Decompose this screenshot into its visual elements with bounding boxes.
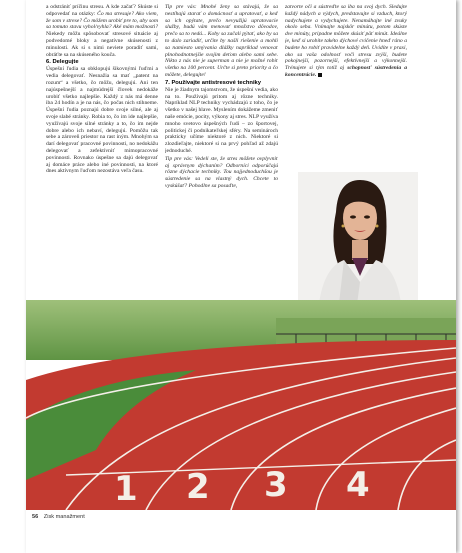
lane-number: 2 [186,467,210,507]
article-column-2 [165,4,278,204]
lane-number: 3 [264,465,288,505]
article-column-3 [285,4,407,169]
article-column-1 [46,4,158,319]
paragraph-italic: Čo ma stresuje? Ako viem, že som v strese? Čo môžem urobiť pre to, aby som sa tomuto stavu vyhol/vyhla? Aké mám možnosti? [46,10,158,31]
author-portrait-photo [298,172,418,312]
paragraph-text: zatvorte oči a sústreďte sa iba na svoj dych. Sledujte každý nádych a výdych, predstavujte si vzduch, ktorý nadychujete a vydychujete. Nenamáhajte iné zvuky okolo seba. Vnímajte najskôr minútu, potom skúste dve minúty, pripadne môžete skúsiť päť minút. Ideálne je, keď si urobíte takéto dýchové cvičenie hneď ráno a budete ho robiť pravidelne každý deň. Uvidíte v praxi, ako sa vaša odolnosť voči stresu zvýši, budete pokojnejší, pozornejší, efektívnejší a výkonnejší. Trénujete si tým totiž aj [285,4,407,72]
running-track-photo [26,300,456,510]
lane-number: 4 [346,465,370,505]
magazine-name: Zisk manažment [43,514,85,520]
section-heading-7: 7. Používajte antistresové techniky [165,79,262,86]
paragraph-text: a odstrániť príčinu stresu. A kde začať? Skúste si odpovedať na otázky: [46,4,158,17]
track-illustration [26,300,456,510]
paragraph [285,4,407,79]
page-number: 56 [32,514,39,520]
lane-number: 1 [114,469,138,509]
page-footer [32,514,85,520]
paragraph-bold: schopnosť sústredenia a koncentrácie. [285,65,407,78]
paragraph: Úspešní ľudia sa obklopujú šikovnými ľuďmi a vedia delegovať. Nesnažia sa mať „patent na rozum“ a všetko, čo môžu, delegujú. Ani ten najúspešnejší a najmúdrejší človek nedokáže urobiť všetko najlepšie. Každý z nás má denne iba 24 hodín a je na nás, čo počas nich stihneme. Úspešní ľudia poznajú dobre svoje silné, ale aj svoje slabé stránky. Robia to, čo im ide najlepšie, využívajú svoje silné stránky a to, čo im nejde dobre alebo ich nebaví, delegujú. Pomôžu tak sebe a zároveň priestor na rast iným. Mnohým sa darí delegovať pracovné povinnosti, no nedokážu delegovať a zefektívniť mimopracovné povinnosti. Rovnako úspešne sa dajú delegovať aj domáce práce alebo iné povinnosti, na ktoré dnes aktívnym ľuďom nezostáva veľa času. [46,66,158,175]
tip-paragraph: Tip pre vás: Vedeli ste, že stres môžete ovplyvniť aj správnym dýchaním? Odborníci odporúčajú rôzne dýchacie techniky. Tou najjednoduchšou je sústredenie sa na vlastný dych. Chcete to vyskúšať? Pohodlne sa posaďte, [165,155,278,189]
paragraph: Nie je žiadnym tajomstvom, že úspešní vedia, ako na to. Používajú pritom aj rôzne techniky. Napríklad NLP techniky vychádzajú z toho, čo je všetko v našej hlave. Myslením dokážeme zmeniť naše emócie, pocity, výkony aj stres. NLP využíva mnoho svetovo úspešných ľudí – zo športovej, politickej či podnikateľskej sféry. Na seminároch prakticky učíme niektoré z nich. Niektoré si zlozdieľajte, niektoré si na prvý pohľad až zdajú jednoduché. [165,86,278,154]
section-heading-6: 6. Delegujte [46,59,79,66]
paragraph [46,4,158,58]
tip-paragraph: Tip pre vás: Mnohé ženy sa stávajú, že sa nestíhajú starať o domácnosť a upratovať, a keď sa ich opýtate, prečo nevyužijú upratovacie služby, budú vám menovať množstvo dôvodov, prečo sa to nedá... Koby sa začali pýtať, ako by sa to dalo zariadiť, určite by našli riešenie a mohli sa namiesto umývania dlážky napríklad venovať plnohodnotnejšie svojim deťom alebo sami sebe. Nikto z nás nie je superman a nie je možné robiť všetko na 100 percent. Určte si preto priority a čo môžete, delegujte! [165,4,278,78]
portrait-illustration [298,172,418,312]
end-of-article-mark [318,73,322,77]
paragraph-text: Niekedy môžu spôsobovať stresové situácie aj podvedomé bloky a negatívne skúsenosti z minulosti. Ak si s nimi neviete poradiť sami, obráťte sa na skúseného kouča. [46,31,158,58]
